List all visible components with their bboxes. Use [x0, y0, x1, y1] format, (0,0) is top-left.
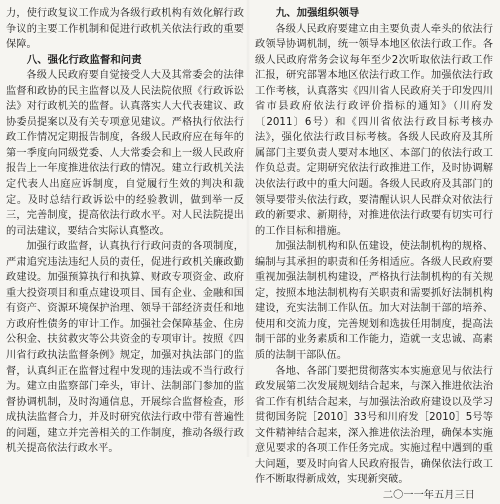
paragraph-9c: 各地、各部门要把贯彻落实本实施意见与依法行政发展第二次发展规划结合起来，与深入推进依法治省工作有机结合起来，与加强法治政府建设以及学习贯彻国务院［2010］33号和川府发［2010］5号等文件精神结合起来，深入推进依法治理，确保本实施意见要求的各项工作任务完成。实施过程中遇到的重大问题，要及时向省人民政府报告，确保依法行政工作不断取得新成效，实现新突破。: [255, 365, 493, 486]
paragraph-9a: 各级人民政府要建立由主要负责人牵头的依法行政领导协调机制，统一领导本地区依法行政工作。各级人民政府常务会议每年至少2次听取依法行政工作汇报，研究部署本地区依法行政工作。加强依法行政工作考核，认真落实《四川省人民政府关于印发四川省市县政府依法行政评价指标的通知》（川府发〔2011〕6号）和《四川省依法行政目标考核办法》，强化依法行政目标考核。各级人民政府及其所属部门主要负责人要对本地区、本部门的依法行政工作负总责。定期研究依法行政推进工作，及时协调解决依法行政中的重大问题。各级人民政府及其部门的领导要带头依法行政，要清醒认识人民群众对依法行政的新要求、新期待，对推进依法行政要有切实可行的工作目标和措施。: [255, 23, 493, 237]
document-date: 二〇一一年五月三日: [382, 489, 475, 501]
right-column: [255, 6, 493, 504]
paragraph-continuation: 力，使行政复议工作成为各级行政机构有效化解行政争议的主要工作机制和促进行政机关依法行政的重要保障。: [6, 8, 244, 51]
paragraph-9b: 加强法制机构和队伍建设，使法制机构的规格、编制与其承担的职责和任务相适应。各级人民政府要重视加强法制机构建设，严格执行法制机构的有关规定，按照本地法制机构有关职责和需要抓好法制机构建设，充实法制工作队伍。加大对法制干部的培养、使用和交流力度，完善规划和选拔任用制度，提高法制干部的业务素质和工作能力，造就一支忠诚、高素质的法制干部队伍。: [255, 241, 493, 362]
paragraph-8b: 加强行政监督，认真执行行政问责的各项制度，严肃追究违法违纪人员的责任，促进行政机关廉政勤政建设。加强预算执行和执算、财政专项资金、政府重大投资项目和重点建设项目、国有企业、金融和国有资产、资源环境保护治理、领导干部经济责任和地方政府性债务的审计工作。加强社会保障基金、住房公积金、扶贫救灾等公共资金的专项审计。按照《四川省行政执法监督条例》规定，加强对执法部门的监督，认真纠正在监督过程中发现的违法或不当行政行为。建立由监察部门牵头，审计、法制部门参加的监督协调机制，及时沟通信息，开展综合监督检查，形成执法监督合力，并及时研究依法行政中带有普遍性的问题，建立并完善相关的工作制度，推动各级行政机关提高依法行政水平。: [6, 241, 244, 455]
paragraph-8a: 各级人民政府要自觉接受人大及其常委会的法律监督和政协的民主监督以及人民法院依照《行政诉讼法》对行政机关的监督。认真落实人大代表建议、政协委员提案以及有关专项意见建议。严格执行依法行政工作情况定期报告制度，各级人民政府应在每年的第一季度向同级党委、人大常委会和上一级人民政府报告上一年度推进依法行政的情况。建立行政机关法定代表人出庭应诉制度，自觉履行生效的判决和裁定。及时总结行政诉讼中的经验教训，做到举一反三，完善制度，提高依法行政水平。对人民法院提出的司法建议，要结合实际认真整改。: [6, 70, 244, 237]
left-column: [6, 6, 244, 457]
section-heading-8: 八、强化行政监督和问责: [26, 53, 142, 66]
section-heading-9: 九、加强组织领导: [275, 7, 360, 19]
column-gutter: [246, 0, 250, 457]
